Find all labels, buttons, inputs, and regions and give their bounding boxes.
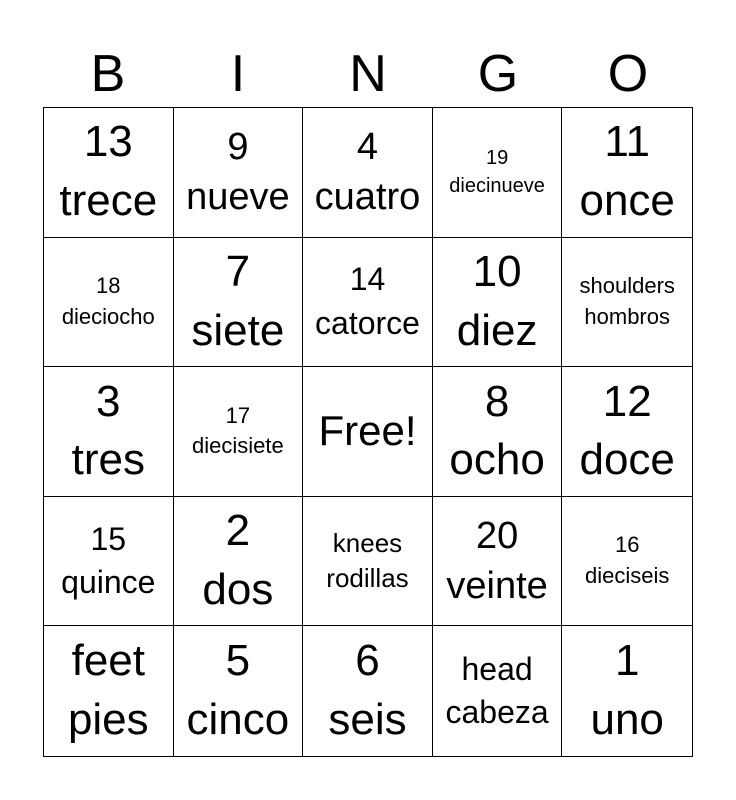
cell-line: veinte xyxy=(446,565,548,608)
bingo-cell[interactable] xyxy=(433,238,563,368)
cell-line: 15 xyxy=(90,520,127,557)
cell-line: hombros xyxy=(584,303,670,329)
cell-line: uno xyxy=(590,695,664,745)
cell-line: 16 xyxy=(614,532,640,558)
bingo-cell[interactable] xyxy=(562,497,692,627)
cell-line: 19 xyxy=(485,147,509,170)
bingo-cell[interactable] xyxy=(303,108,433,238)
cell-line: rodillas xyxy=(326,563,409,594)
bingo-cell[interactable] xyxy=(303,497,433,627)
bingo-cell[interactable] xyxy=(303,367,433,497)
bingo-cell[interactable] xyxy=(562,367,692,497)
bingo-cell[interactable] xyxy=(174,238,304,368)
cell-line: 14 xyxy=(349,261,386,298)
cell-line: 11 xyxy=(604,117,651,167)
bingo-cell[interactable] xyxy=(303,626,433,756)
cell-line: 3 xyxy=(96,376,121,426)
cell-line: dieciocho xyxy=(61,303,155,329)
bingo-cell[interactable] xyxy=(44,497,174,627)
cell-line: pies xyxy=(67,695,149,745)
bingo-cell[interactable] xyxy=(433,367,563,497)
cell-line: doce xyxy=(579,435,675,485)
cell-line: 18 xyxy=(96,273,121,299)
header-letter-b: B xyxy=(90,45,126,103)
cell-line: 17 xyxy=(225,402,251,428)
bingo-board xyxy=(43,107,693,757)
cell-line: dieciseis xyxy=(585,563,670,589)
bingo-cell[interactable] xyxy=(44,367,174,497)
cell-line: diecisiete xyxy=(192,433,284,459)
cell-line: nueve xyxy=(186,176,290,219)
bingo-cell[interactable] xyxy=(562,626,692,756)
bingo-cell[interactable] xyxy=(44,238,174,368)
bingo-cell[interactable] xyxy=(174,108,304,238)
cell-line: dos xyxy=(202,565,274,615)
cell-line: diecinueve xyxy=(449,175,545,198)
cell-line: cabeza xyxy=(445,694,549,731)
bingo-cell[interactable] xyxy=(174,497,304,627)
cell-line: tres xyxy=(71,435,145,485)
cell-line: head xyxy=(461,650,533,687)
cell-line: 5 xyxy=(225,636,251,686)
bingo-cell[interactable] xyxy=(433,497,563,627)
cell-line: 12 xyxy=(602,376,652,426)
bingo-cell[interactable] xyxy=(433,108,563,238)
cell-line: siete xyxy=(191,305,285,355)
cell-line: trece xyxy=(59,176,158,226)
cell-line: 6 xyxy=(355,636,380,686)
bingo-cell[interactable] xyxy=(303,238,433,368)
cell-line: shoulders xyxy=(579,273,675,299)
bingo-cell[interactable] xyxy=(44,108,174,238)
cell-line: 13 xyxy=(83,117,133,167)
bingo-cell[interactable] xyxy=(562,108,692,238)
cell-line: ocho xyxy=(449,435,545,485)
cell-line: Free! xyxy=(318,407,417,455)
cell-line: cinco xyxy=(186,695,290,745)
cell-line: seis xyxy=(328,695,407,745)
cell-line: cuatro xyxy=(314,176,421,219)
bingo-cell[interactable] xyxy=(433,626,563,756)
header-letter-g: G xyxy=(477,45,519,103)
cell-line: quince xyxy=(61,564,156,601)
bingo-cell[interactable] xyxy=(562,238,692,368)
cell-line: 1 xyxy=(614,636,640,686)
cell-line: 8 xyxy=(484,376,510,426)
bingo-cell[interactable] xyxy=(174,367,304,497)
cell-line: diez xyxy=(456,305,538,355)
cell-line: 4 xyxy=(356,125,379,168)
cell-line: knees xyxy=(332,528,403,558)
cell-line: feet xyxy=(71,636,145,686)
cell-line: 2 xyxy=(225,506,251,556)
bingo-cell[interactable] xyxy=(174,626,304,756)
header-letter-n: N xyxy=(349,45,387,103)
cell-line: 20 xyxy=(475,514,519,557)
header-letter-i: I xyxy=(230,45,246,103)
cell-line: catorce xyxy=(315,304,420,341)
cell-line: 9 xyxy=(227,125,249,168)
bingo-cell[interactable] xyxy=(44,626,174,756)
cell-line: once xyxy=(579,176,675,226)
cell-line: 7 xyxy=(225,246,251,296)
cell-line: 10 xyxy=(472,246,522,296)
bingo-header xyxy=(43,40,693,108)
header-letter-o: O xyxy=(607,45,649,103)
